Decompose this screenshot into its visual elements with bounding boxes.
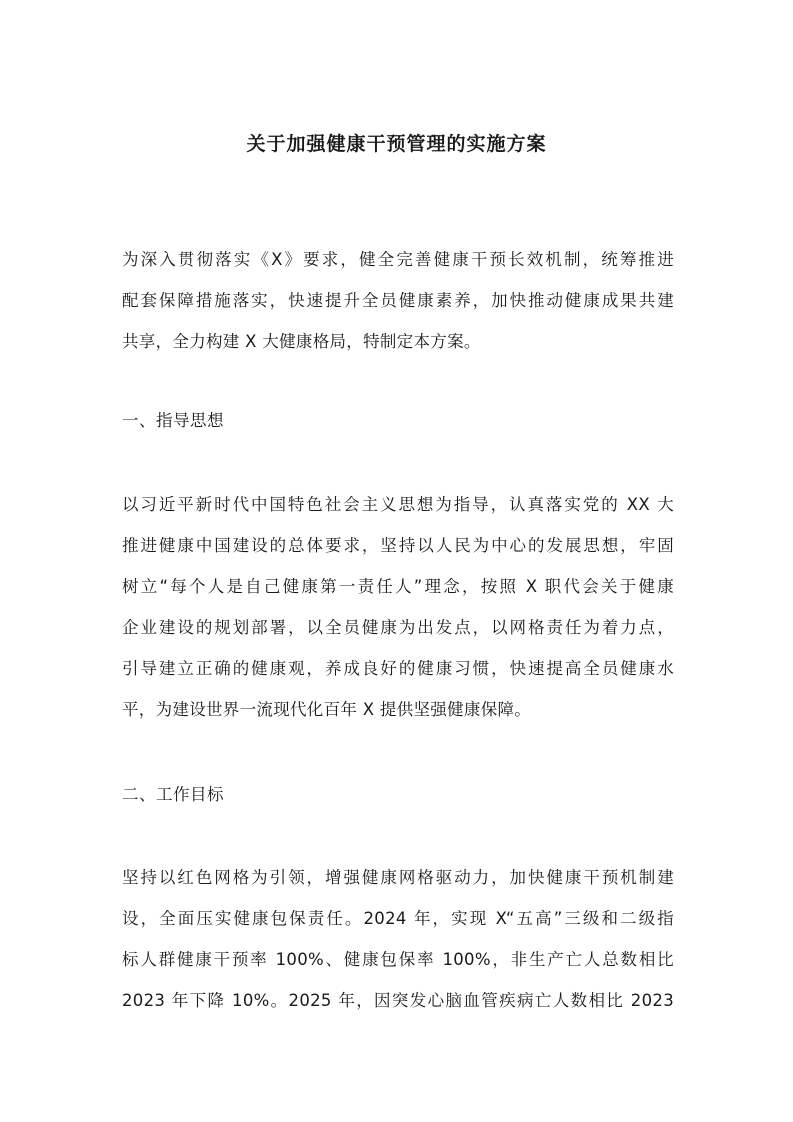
- section-1-line-2: 推进健康中国建设的总体要求，坚持以人民为中心的发展思想，牢固: [122, 536, 674, 555]
- section-2-line-1: 坚持以红色网格为引领，增强健康网格驱动力，加快健康干预机制建: [122, 868, 674, 887]
- intro-line-2: 配套保障措施落实，快速提升全员健康素养，加快推动健康成果共建: [122, 291, 674, 310]
- section-2-line-4: 2023 年下降 10%。2025 年，因突发心脑血管疾病亡人数相比 2023: [122, 991, 674, 1010]
- section-1-line-3: 树立“每个人是自己健康第一责任人”理念，按照 X 职代会关于健康: [122, 577, 674, 596]
- section-2-paragraph: [122, 857, 674, 1021]
- section-2-line-3: 标人群健康干预率 100%、健康包保率 100%，非生产亡人总数相比: [122, 950, 674, 969]
- section-2-line-2: 设，全面压实健康包保责任。2024 年，实现 X“五高”三级和二级指: [122, 909, 674, 928]
- section-1-line-6: 平，为建设世界一流现代化百年 X 提供坚强健康保障。: [122, 700, 532, 719]
- intro-line-3: 共享，全力构建 X 大健康格局，特制定本方案。: [122, 332, 481, 351]
- section-1-heading: 一、指导思想: [122, 411, 224, 430]
- intro-paragraph: [122, 239, 674, 362]
- section-1-paragraph: [122, 484, 674, 730]
- section-1-line-1: 以习近平新时代中国特色社会主义思想为指导，认真落实党的 XX 大: [122, 495, 674, 514]
- section-1-line-5: 引导建立正确的健康观，养成良好的健康习惯，快速提高全员健康水: [122, 659, 674, 678]
- section-2-heading: 二、工作目标: [122, 785, 224, 804]
- document-title: 关于加强健康干预管理的实施方案: [246, 133, 547, 155]
- section-1-line-4: 企业建设的规划部署，以全员健康为出发点，以网格责任为着力点，: [122, 618, 674, 637]
- intro-line-1: 为深入贯彻落实《X》要求，健全完善健康干预长效机制，统筹推进: [122, 250, 674, 269]
